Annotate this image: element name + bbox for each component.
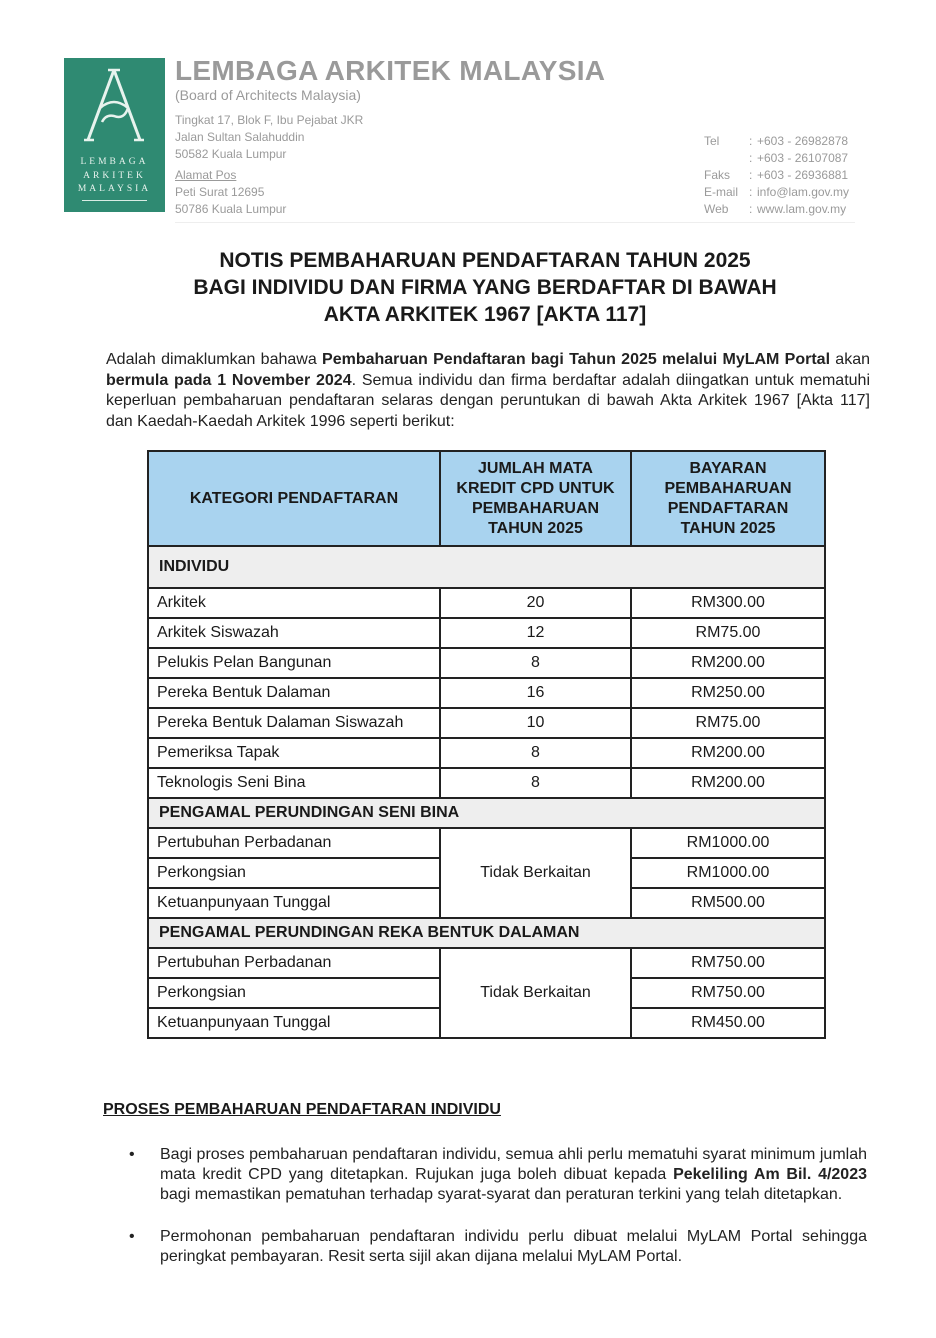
org-name: LEMBAGA ARKITEK MALAYSIA bbox=[175, 55, 606, 86]
org-subtitle: (Board of Architects Malaysia) bbox=[175, 87, 361, 103]
table-row: Pemeriksa Tapak 8 RM200.00 bbox=[148, 738, 825, 768]
address-line: 50582 Kuala Lumpur bbox=[175, 147, 287, 161]
table-row: Arkitek 20 RM300.00 bbox=[148, 588, 825, 618]
letterhead-divider bbox=[175, 222, 855, 223]
table-row: Pelukis Pelan Bangunan 8 RM200.00 bbox=[148, 648, 825, 678]
table-row: Pereka Bentuk Dalaman Siswazah 10 RM75.00 bbox=[148, 708, 825, 738]
table-row: Perkongsian RM750.00 bbox=[148, 978, 825, 1008]
logo-wordmark: LEMBAGA ARKITEK MALAYSIA bbox=[77, 157, 152, 194]
table-row: Pertubuhan Perbadanan Tidak Berkaitan RM1000.00 bbox=[148, 828, 825, 858]
list-item: • Bagi proses pembaharuan pendaftaran individu, semua ahli perlu mematuhi syarat minimum jumlah mata kredit CPD yang ditetapkan. Rujukan juga boleh dibuat kepada Pekeliling Am Bil. 4/2023 bagi memastikan pematuhan terhadap syarat-syarat dan peraturan terkini yang telah ditetapkan. bbox=[129, 1146, 867, 1203]
list-item: • Permohonan pembaharuan pendaftaran individu perlu dibuat melalui MyLAM Portal sehingga peringkat pembayaran. Resit serta sijil akan dijana melalui MyLAM Portal. bbox=[129, 1228, 867, 1265]
postal-label: Alamat Pos bbox=[175, 168, 237, 182]
table-row: Ketuanpunyaan Tunggal RM500.00 bbox=[148, 888, 825, 918]
postal-line: 50786 Kuala Lumpur bbox=[175, 202, 287, 216]
contact-row: : +603 - 26107087 bbox=[749, 151, 849, 165]
column-header: KATEGORI PENDAFTARAN bbox=[148, 451, 440, 546]
section-row: INDIVIDU bbox=[148, 546, 825, 588]
contact-row: Web : www.lam.gov.my bbox=[704, 202, 847, 216]
column-header: BAYARAN PEMBAHARUAN PENDAFTARAN TAHUN 2025 bbox=[631, 451, 825, 546]
merged-cpd-cell: Tidak Berkaitan bbox=[440, 948, 631, 1038]
bullet-icon: • bbox=[129, 1146, 135, 1163]
postal-line: Peti Surat 12695 bbox=[175, 185, 265, 199]
table-row: Pertubuhan Perbadanan Tidak Berkaitan RM750.00 bbox=[148, 948, 825, 978]
section-row: PENGAMAL PERUNDINGAN REKA BENTUK DALAMAN bbox=[148, 918, 825, 948]
logo-emblem-icon bbox=[78, 66, 150, 154]
contact-block bbox=[704, 133, 849, 218]
address-line: Jalan Sultan Salahuddin bbox=[175, 130, 305, 144]
column-header: JUMLAH MATA KREDIT CPD UNTUK PEMBAHARUAN TAHUN 2025 bbox=[440, 451, 631, 546]
lam-logo bbox=[64, 58, 165, 212]
address-block bbox=[175, 112, 363, 218]
notice-title: NOTIS PEMBAHARUAN PENDAFTARAN TAHUN 2025 BAGI INDIVIDU DAN FIRMA YANG BERDAFTAR DI BAWAH AKTA ARKITEK 1967 [AKTA 117] bbox=[193, 249, 777, 326]
bullet-icon: • bbox=[129, 1228, 135, 1245]
contact-row: Faks : +603 - 26936881 bbox=[704, 168, 849, 182]
table-header-row bbox=[148, 451, 825, 546]
table-row: Pereka Bentuk Dalaman 16 RM250.00 bbox=[148, 678, 825, 708]
table-row: Perkongsian RM1000.00 bbox=[148, 858, 825, 888]
logo-divider bbox=[82, 200, 147, 201]
address-line: Tingkat 17, Blok F, Ibu Pejabat JKR bbox=[175, 113, 364, 127]
table-row: Arkitek Siswazah 12 RM75.00 bbox=[148, 618, 825, 648]
renewal-fee-table bbox=[147, 450, 826, 1039]
section-heading: PROSES PEMBAHARUAN PENDAFTARAN INDIVIDU bbox=[103, 1101, 501, 1118]
table-row: Ketuanpunyaan Tunggal RM450.00 bbox=[148, 1008, 825, 1038]
intro-paragraph: Adalah dimaklumkan bahawa Pembaharuan Pendaftaran bagi Tahun 2025 melalui MyLAM Portal akan bermula pada 1 November 2024. Semua individu dan firma berdaftar adalah diingatkan untuk mematuhi keperluan pembaharuan pendaftaran selaras dengan peruntukan di bawah Akta Arkitek 1967 [Akta 117] dan Kaedah-Kaedah Arkitek 1996 seperti berikut: bbox=[106, 351, 871, 430]
contact-row: E-mail : info@lam.gov.my bbox=[704, 185, 849, 199]
contact-row: Tel : +603 - 26982878 bbox=[704, 134, 849, 148]
section-row: PENGAMAL PERUNDINGAN SENI BINA bbox=[148, 798, 825, 828]
merged-cpd-cell: Tidak Berkaitan bbox=[440, 828, 631, 918]
table-row: Teknologis Seni Bina 8 RM200.00 bbox=[148, 768, 825, 798]
process-bullets bbox=[125, 1145, 867, 1289]
